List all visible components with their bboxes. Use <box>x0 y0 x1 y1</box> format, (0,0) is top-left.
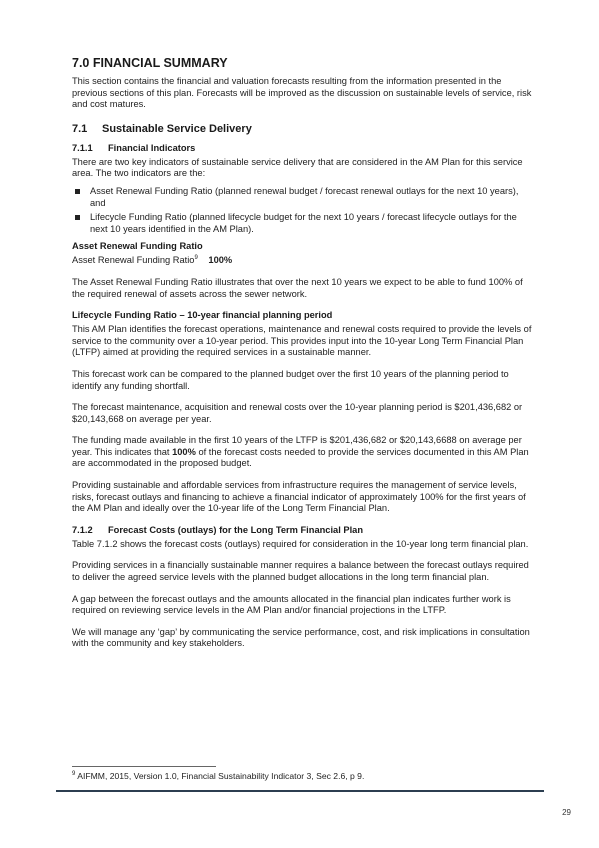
lfr-para4-start: The funding made available in the first 10 years of the LTFP is $201,436,682 or $20,143,6688 on average per year. This indicates that <box>72 435 522 457</box>
list-item <box>72 212 532 235</box>
subsection-heading-7-1-1 <box>72 143 532 153</box>
forecast-paragraph-4: We will manage any ‘gap’ by communicating the service performance, cost, and risk implications in consultation with the community and key stakeholders. <box>72 626 530 649</box>
bullet-icon <box>75 215 80 220</box>
list-item <box>72 186 532 209</box>
bullet-icon <box>75 189 80 194</box>
forecast-paragraph-2: Providing services in a financially sustainable manner requires a balance between the forecast outlays required to deliver the agreed service levels with the planned budget allocations in the long term financial plan. <box>72 560 529 583</box>
subsection-number: 7.1 <box>72 122 88 135</box>
arfr-paragraph: The Asset Renewal Funding Ratio illustrates that over the next 10 years we expect to be able to fund 100% of the required renewal of assets across the sewer network. <box>72 276 523 299</box>
subsection-heading-7-1 <box>72 123 532 135</box>
page-content <box>72 56 532 660</box>
lfr-para4-end: of the forecast costs needed to provide the services documented in this AM Plan are accommodated in the proposed budget. <box>72 446 529 469</box>
footer-bar <box>56 790 544 792</box>
footnote <box>72 771 364 781</box>
lfr-paragraph-4 <box>72 435 532 470</box>
lfr-heading: Lifecycle Funding Ratio – 10-year financial planning period <box>72 310 333 321</box>
section-intro: This section contains the financial and valuation forecasts resulting from the information presented in the previous sections of this plan. Forecasts will be improved as the discussion on sustainable levels of service, risk and cost matures. <box>72 76 532 110</box>
arfr-heading: Asset Renewal Funding Ratio <box>72 241 203 252</box>
section-heading <box>72 56 532 70</box>
footnote-divider <box>72 766 216 767</box>
lfr-paragraph-5: Providing sustainable and affordable services from infrastructure requires the management of service levels, risks, forecast outlays and financing to achieve a financial indicator of approximately 100% for the first years of the AM Plan and ideally over the 10-year life of the Long Term Financial Plan. <box>72 480 526 514</box>
list-item-text: Asset Renewal Funding Ratio (planned renewal budget / forecast renewal outlays for the next 10 years), and <box>90 185 519 208</box>
lfr-paragraph-1: This AM Plan identifies the forecast operations, maintenance and renewal costs required to provide the levels of service to the community over a 10-year period. This provides input into the 10-year Long Term Financial Plan (LTFP) aimed at providing the required services in a sustainable manner. <box>72 324 532 358</box>
arfr-value: 100% <box>208 255 233 266</box>
forecast-paragraph-3: A gap between the forecast outlays and the amounts allocated in the financial plan indicates further work is required on reviewing service levels in the AM Plan and/or financial projections in the LTFP. <box>72 593 511 616</box>
arfr-label: Asset Renewal Funding Ratio <box>72 255 195 266</box>
lfr-paragraph-2: This forecast work can be compared to the planned budget over the first 10 years of the planning period to identify any funding shortfall. <box>72 368 509 391</box>
arfr-value-line <box>72 255 532 267</box>
subsection-title: Sustainable Service Delivery <box>102 122 252 135</box>
section-number: 7.0 <box>72 56 90 70</box>
subsection-number: 7.1.1 <box>72 142 93 153</box>
indicator-list <box>72 186 532 235</box>
section-title: FINANCIAL SUMMARY <box>92 56 228 70</box>
lfr-paragraph-3: The forecast maintenance, acquisition and renewal costs over the 10-year planning period is $201,436,682 or $20,143,668 on average per year. <box>72 402 523 424</box>
subsection-number: 7.1.2 <box>72 524 93 535</box>
forecast-paragraph-1: Table 7.1.2 shows the forecast costs (outlays) required for consideration in the 10-year long term financial plan. <box>72 538 529 549</box>
footnote-text: AIFMM, 2015, Version 1.0, Financial Sustainability Indicator 3, Sec 2.6, p 9. <box>75 771 365 781</box>
indicators-intro: There are two key indicators of sustainable service delivery that are considered in the AM Plan for this service area. The two indicators are the: <box>72 156 523 179</box>
subsection-title: Forecast Costs (outlays) for the Long Term Financial Plan <box>108 524 364 535</box>
lfr-para4-bold: 100% <box>172 446 196 457</box>
page-number: 29 <box>562 808 571 817</box>
subsection-title: Financial Indicators <box>108 142 196 153</box>
subsection-heading-7-1-2 <box>72 525 532 535</box>
list-item-text: Lifecycle Funding Ratio (planned lifecycle budget for the next 10 years / forecast lifecycle outlays for the next 10 years identified in the AM Plan). <box>90 212 517 234</box>
footnote-number: 9 <box>72 771 76 778</box>
footnote-reference: 9 <box>194 255 198 262</box>
